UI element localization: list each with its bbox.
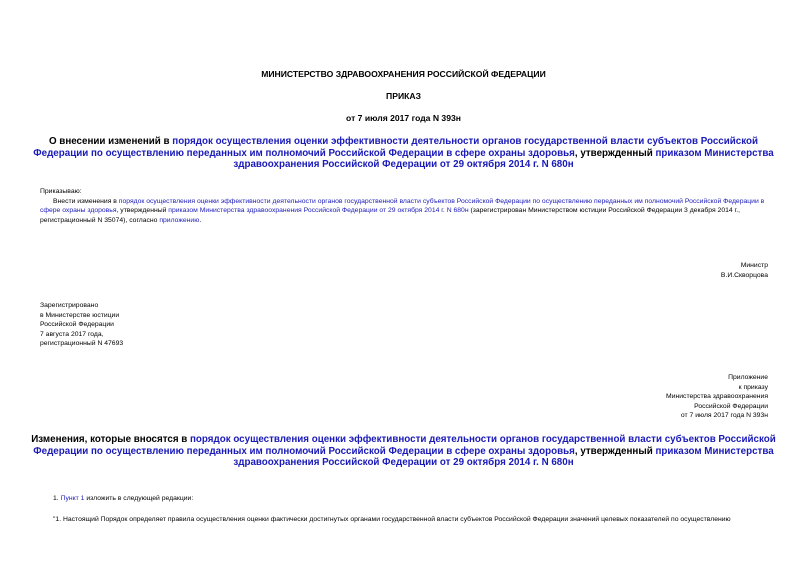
new-point-1-text: "1. Настоящий Порядок определяет правила осуществления оценки фактически достигнутых органами государственной власти субъектов Российской Федерации значений целевых показателей по осуществлению: [53, 516, 731, 523]
changes-prefix: Изменения, которые вносятся в: [31, 434, 191, 445]
paragraph-end: .: [199, 217, 202, 225]
change-item-1: [53, 495, 193, 502]
signer-name: В.И.Скворцова: [720, 271, 768, 279]
appendix-line: Российской Федерации: [694, 402, 768, 410]
appendix-link[interactable]: приложению: [159, 217, 200, 225]
order-body: [40, 187, 775, 226]
item-text: изложить в следующей редакции:: [84, 495, 194, 502]
registration-line: Зарегистрировано: [40, 302, 99, 309]
title-prefix: О внесении изменений в: [48, 136, 173, 147]
appendix-line: к приказу: [738, 383, 768, 391]
registration-line: в Министерстве юстиции: [40, 311, 120, 319]
registration-line: регистрационный N 47693: [40, 340, 124, 348]
order-title: [30, 136, 777, 171]
order-680n-link[interactable]: приказом Министерства здравоохранения Российской Федерации от 29 октября 2014 г. N 680н: [233, 147, 774, 171]
order-paragraph: [40, 197, 775, 226]
procedure-link[interactable]: порядок осуществления оценки эффективности деятельности органов государственной власти субъектов Российской Федерации по осуществлению переданных им полномочий Российской Федерации в сфере охраны здоровья: [33, 136, 759, 159]
registration-line: Российской Федерации: [40, 321, 114, 329]
appendix-line: от 7 июля 2017 года N 393н: [680, 412, 768, 420]
paragraph-suffix: (зарегистрирован Министерством юстиции Российской Федерации 3 декабря 2014 г., регистрационный N 35074), согласно: [40, 207, 740, 225]
procedure-link[interactable]: порядок осуществления оценки эффективности деятельности органов государственной власти субъектов Российской Федерации по осуществлению переданных им полномочий Российской Федерации в сфере охраны здоровья: [40, 197, 765, 215]
point-1-link[interactable]: Пункт 1: [60, 495, 85, 502]
appendix-line: Приложение: [728, 374, 768, 381]
ministry-name: МИНИСТЕРСТВО ЗДРАВООХРАНЕНИЯ РОССИЙСКОЙ ФЕДЕРАЦИИ: [261, 69, 546, 79]
registration-block: [40, 301, 123, 349]
procedure-link[interactable]: порядок осуществления оценки эффективности деятельности органов государственной власти субъектов Российской Федерации по осуществлению переданных им полномочий Российской Федерации в сфере охраны здоровья: [33, 434, 776, 457]
item-number: 1.: [53, 495, 61, 502]
paragraph-prefix: Внести изменения в: [53, 197, 119, 205]
changes-title: [30, 434, 777, 469]
appendix-header: [666, 373, 768, 421]
paragraph-middle: , утвержденный: [116, 207, 169, 215]
order-intro: Приказываю:: [40, 188, 82, 195]
order-date-number: от 7 июля 2017 года N 393н: [346, 113, 461, 123]
registration-line: 7 августа 2017 года,: [40, 330, 104, 338]
title-middle: , утвержденный: [574, 147, 656, 159]
changes-middle: , утвержденный: [574, 445, 656, 457]
signer-position: Министр: [740, 262, 768, 269]
order-680n-link[interactable]: приказом Министерства здравоохранения Российской Федерации от 29 октября 2014 г. N 680н: [168, 207, 469, 215]
appendix-line: Министерства здравоохранения: [666, 393, 768, 401]
document-type: ПРИКАЗ: [386, 91, 421, 101]
order-680n-link[interactable]: приказом Министерства здравоохранения Российской Федерации от 29 октября 2014 г. N 680н: [233, 445, 774, 469]
signature-block: [721, 261, 768, 280]
